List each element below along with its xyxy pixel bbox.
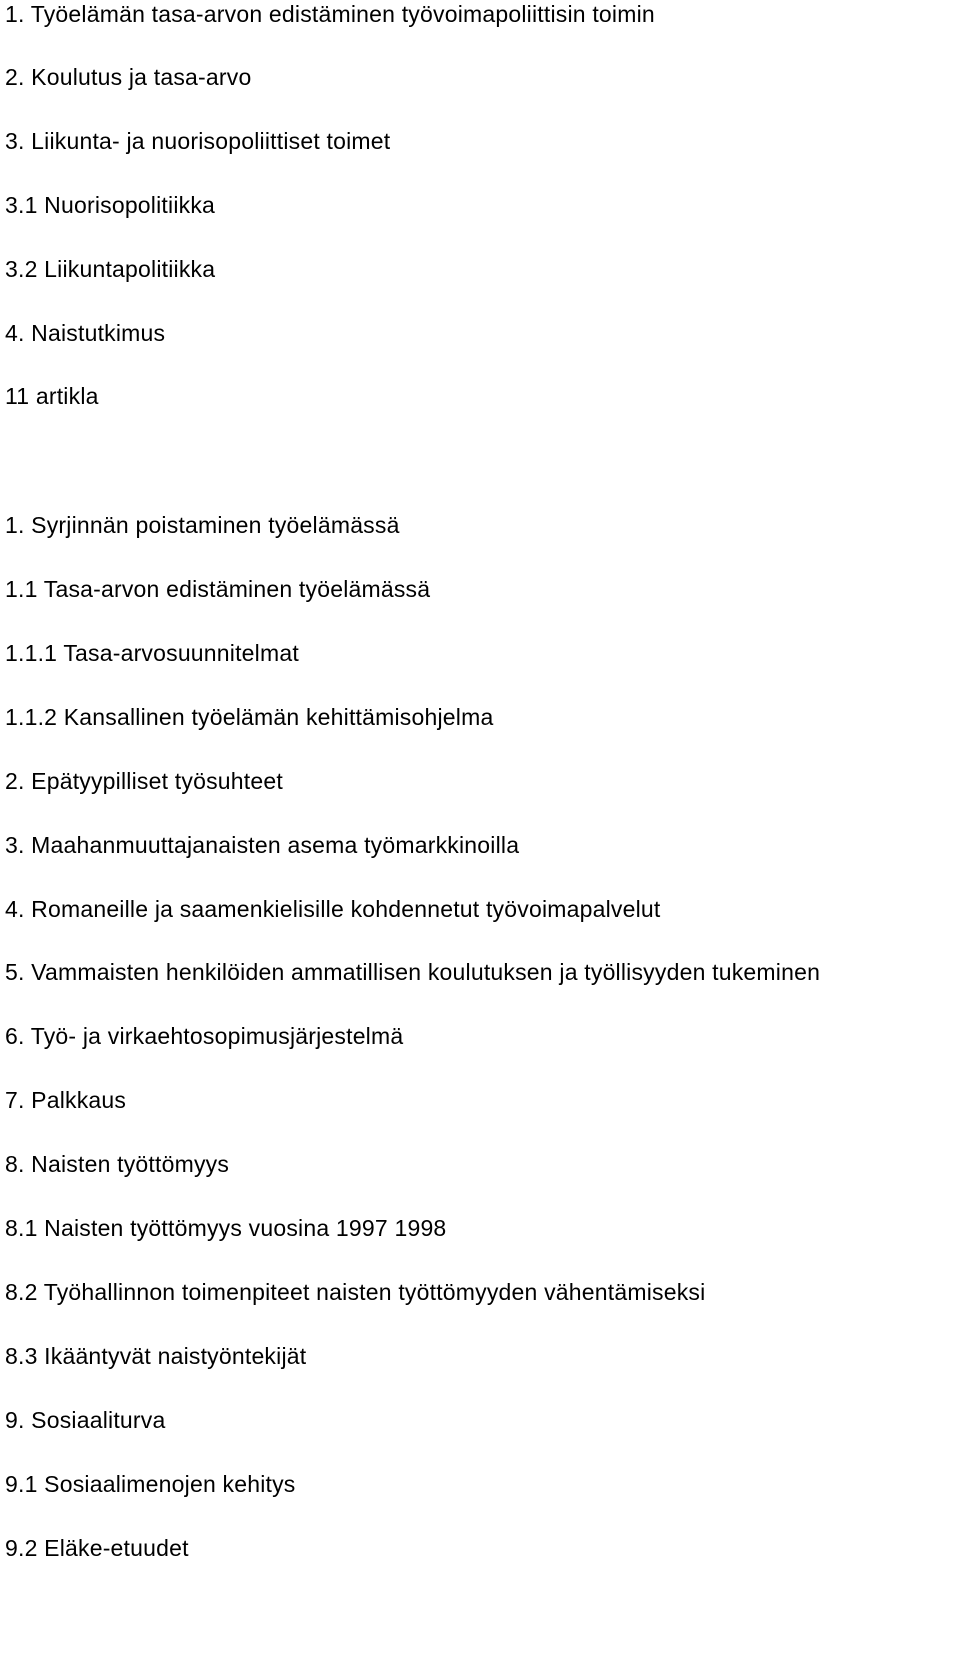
toc-line: 8.1 Naisten työttömyys vuosina 1997 1998 [5,1215,447,1241]
toc-line: 9.2 Eläke-etuudet [5,1535,189,1561]
toc-line: 7. Palkkaus [5,1087,127,1113]
toc-line: 3.2 Liikuntapolitiikka [5,256,216,282]
toc-line: 4. Romaneille ja saamenkielisille kohdennetut työvoimapalvelut [5,896,661,922]
toc-line: 2. Koulutus ja tasa-arvo [5,64,252,90]
toc-line: 6. Työ- ja virkaehtosopimusjärjestelmä [5,1023,404,1049]
toc-line: 8. Naisten työttömyys [5,1151,230,1177]
toc-line: 3. Maahanmuuttajanaisten asema työmarkkinoilla [5,832,520,858]
toc-line: 2. Epätyypilliset työsuhteet [5,768,283,794]
toc-line: 9. Sosiaaliturva [5,1407,166,1433]
toc-line: 1. Työelämän tasa-arvon edistäminen työvoimapoliittisin toimin [5,1,655,27]
toc-line: 9.1 Sosiaalimenojen kehitys [5,1471,296,1497]
toc-line: 1.1.1 Tasa-arvosuunnitelmat [5,640,299,666]
toc-line: 1.1.2 Kansallinen työelämän kehittämisohjelma [5,704,494,730]
toc-line: 1. Syrjinnän poistaminen työelämässä [5,512,400,538]
toc-line: 11 artikla [5,383,99,409]
toc-line: 3.1 Nuorisopolitiikka [5,192,216,218]
toc-line: 5. Vammaisten henkilöiden ammatillisen koulutuksen ja työllisyyden tukeminen [5,959,821,985]
toc-line: 4. Naistutkimus [5,320,166,346]
toc-line: 1.1 Tasa-arvon edistäminen työelämässä [5,576,431,602]
toc-line: 8.2 Työhallinnon toimenpiteet naisten työttömyyden vähentämiseksi [5,1279,706,1305]
toc-line: 8.3 Ikääntyvät naistyöntekijät [5,1343,307,1369]
toc-line: 3. Liikunta- ja nuorisopoliittiset toimet [5,128,391,154]
